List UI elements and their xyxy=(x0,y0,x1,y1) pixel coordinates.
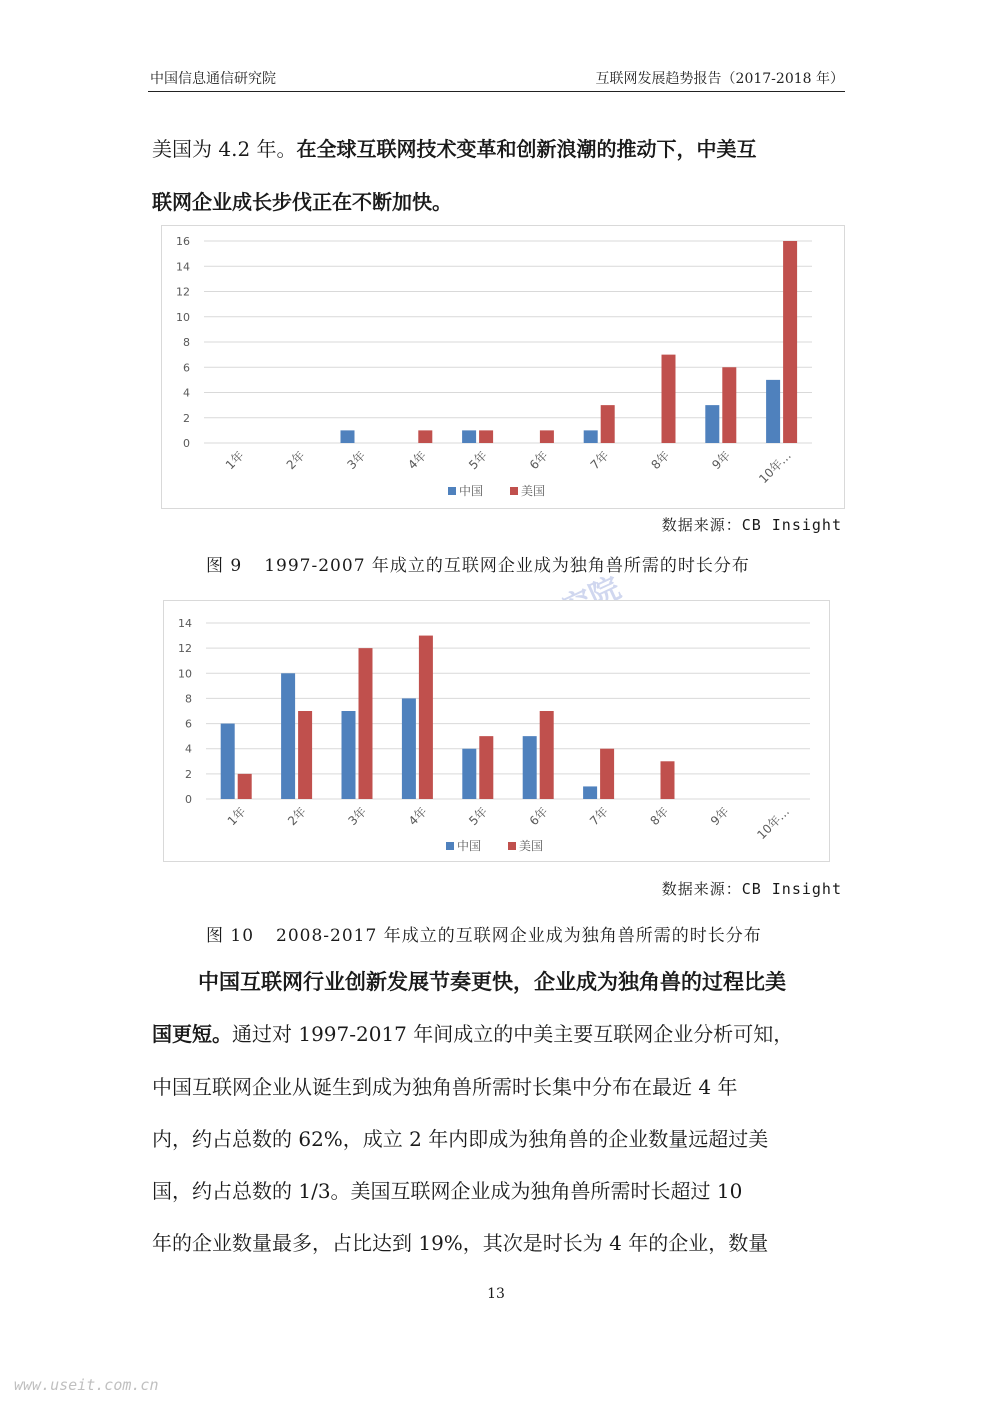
x-tick-label: 5年 xyxy=(466,804,491,829)
body-line-5: 国，约占总数的 1/3。美国互联网企业成为独角兽所需时长超过 10 xyxy=(152,1179,743,1203)
body-line-6: 年的企业数量最多，占比达到 19%，其次是时长为 4 年的企业，数量 xyxy=(152,1231,769,1255)
x-tick-label: 9年 xyxy=(707,804,732,829)
bar-usa xyxy=(238,774,252,799)
bar-china xyxy=(462,430,476,443)
chart-2-caption-text: 2008-2017 年成立的互联网企业成为独角兽所需的时长分布 xyxy=(276,926,762,946)
body-bold-lead-2: 国更短。 xyxy=(152,1022,232,1046)
x-tick-label: 5年 xyxy=(466,448,490,473)
bar-usa xyxy=(661,761,675,799)
site-watermark: www.useit.com.cn xyxy=(14,1376,159,1394)
x-tick-label: 8年 xyxy=(647,804,672,829)
x-tick-label: 4年 xyxy=(405,804,430,829)
x-tick-label: 10年… xyxy=(754,804,793,843)
bar-usa xyxy=(359,648,373,799)
bar-china xyxy=(705,405,719,443)
header-divider xyxy=(148,91,845,92)
y-tick-label: 12 xyxy=(176,285,190,299)
x-tick-label: 8年 xyxy=(648,448,673,473)
bar-usa xyxy=(418,430,432,443)
intro-line-2: 联网企业成长步伐正在不断加快。 xyxy=(152,190,452,214)
y-tick-label: 6 xyxy=(185,717,192,731)
bar-usa xyxy=(298,711,312,799)
y-tick-label: 8 xyxy=(185,692,192,706)
x-tick-label: 7年 xyxy=(587,804,611,829)
bar-usa xyxy=(540,430,554,443)
x-tick-label: 3年 xyxy=(344,448,369,473)
bar-usa xyxy=(540,711,554,799)
x-tick-label: 9年 xyxy=(709,448,734,473)
chart-2-source: 数据来源：CB Insight xyxy=(661,880,842,898)
y-tick-label: 14 xyxy=(176,260,190,274)
bar-usa xyxy=(662,355,676,443)
bar-china xyxy=(341,430,355,443)
intro-line-1 xyxy=(152,133,757,162)
legend-label-china: 中国 xyxy=(457,839,482,853)
bar-china xyxy=(523,736,537,799)
bar-china xyxy=(221,724,235,799)
y-tick-label: 16 xyxy=(176,235,190,248)
chart-1-source: 数据来源：CB Insight xyxy=(661,516,842,534)
x-tick-label: 2年 xyxy=(285,804,309,829)
chart-2-svg xyxy=(164,601,829,861)
bar-usa xyxy=(722,367,736,443)
body-bold-lead-1: 中国互联网行业创新发展节奏更快，企业成为独角兽的过程比美 xyxy=(198,970,786,994)
header-org: 中国信息通信研究院 xyxy=(150,71,276,87)
chart-1-caption xyxy=(206,551,750,576)
legend-swatch-usa xyxy=(510,487,518,495)
body-text-2: 通过对 1997-2017 年间成立的中美主要互联网企业分析可知， xyxy=(232,1022,794,1046)
chart-2008-2017 xyxy=(163,600,830,862)
y-tick-label: 6 xyxy=(183,361,190,375)
intro-bold-1: 在全球互联网技术变革和创新浪潮的推动下，中美互 xyxy=(296,137,757,161)
x-tick-label: 3年 xyxy=(345,804,370,829)
bar-china xyxy=(462,749,476,799)
chart-1-caption-text: 1997-2007 年成立的互联网企业成为独角兽所需的时长分布 xyxy=(264,556,750,576)
y-tick-label: 12 xyxy=(178,642,192,656)
legend-swatch-china xyxy=(446,842,454,850)
header-report-title: 互联网发展趋势报告（2017-2018 年） xyxy=(595,71,844,87)
bar-china xyxy=(281,673,295,799)
bar-usa xyxy=(479,736,493,799)
x-tick-label: 10年… xyxy=(756,448,794,487)
bar-china xyxy=(584,430,598,443)
chart-1997-2007 xyxy=(161,225,845,509)
legend-label-usa: 美国 xyxy=(521,484,546,498)
bar-usa xyxy=(783,241,797,443)
bar-china xyxy=(342,711,356,799)
chart-2-caption xyxy=(206,921,762,946)
body-line-4: 内，约占总数的 62%，成立 2 年内即成为独角兽的企业数量远超过美 xyxy=(152,1127,769,1151)
body-line-2 xyxy=(152,1018,793,1047)
bar-china xyxy=(583,786,597,799)
legend-swatch-usa xyxy=(508,842,516,850)
bar-usa xyxy=(600,749,614,799)
bar-china xyxy=(766,380,780,443)
page-number: 13 xyxy=(487,1286,505,1302)
chart-2-caption-number: 图 10 xyxy=(206,926,255,946)
x-tick-label: 6年 xyxy=(526,804,551,829)
y-tick-label: 4 xyxy=(183,386,190,400)
x-tick-label: 1年 xyxy=(222,448,247,473)
y-tick-label: 4 xyxy=(185,742,192,756)
bar-usa xyxy=(419,636,433,799)
y-tick-label: 2 xyxy=(183,411,190,425)
x-tick-label: 4年 xyxy=(405,448,430,473)
legend-swatch-china xyxy=(448,487,456,495)
x-tick-label: 1年 xyxy=(224,804,249,829)
intro-plain: 美国为 4.2 年。 xyxy=(152,137,297,161)
y-tick-label: 2 xyxy=(185,767,192,781)
bar-usa xyxy=(601,405,615,443)
bar-china xyxy=(402,698,416,799)
y-tick-label: 0 xyxy=(185,793,192,806)
y-tick-label: 10 xyxy=(178,667,192,681)
x-tick-label: 2年 xyxy=(283,448,308,473)
chart-1-caption-number: 图 9 xyxy=(206,556,243,576)
y-tick-label: 14 xyxy=(178,617,192,630)
chart-1-svg xyxy=(162,226,844,508)
body-line-3: 中国互联网企业从诞生到成为独角兽所需时长集中分布在最近 4 年 xyxy=(152,1075,738,1099)
y-tick-label: 8 xyxy=(183,336,190,349)
y-tick-label: 0 xyxy=(183,437,190,450)
x-tick-label: 6年 xyxy=(526,448,551,473)
legend-label-usa: 美国 xyxy=(519,839,544,853)
bar-usa xyxy=(479,430,493,443)
x-tick-label: 7年 xyxy=(587,448,612,473)
y-tick-label: 10 xyxy=(176,310,190,324)
legend-label-china: 中国 xyxy=(459,484,484,498)
